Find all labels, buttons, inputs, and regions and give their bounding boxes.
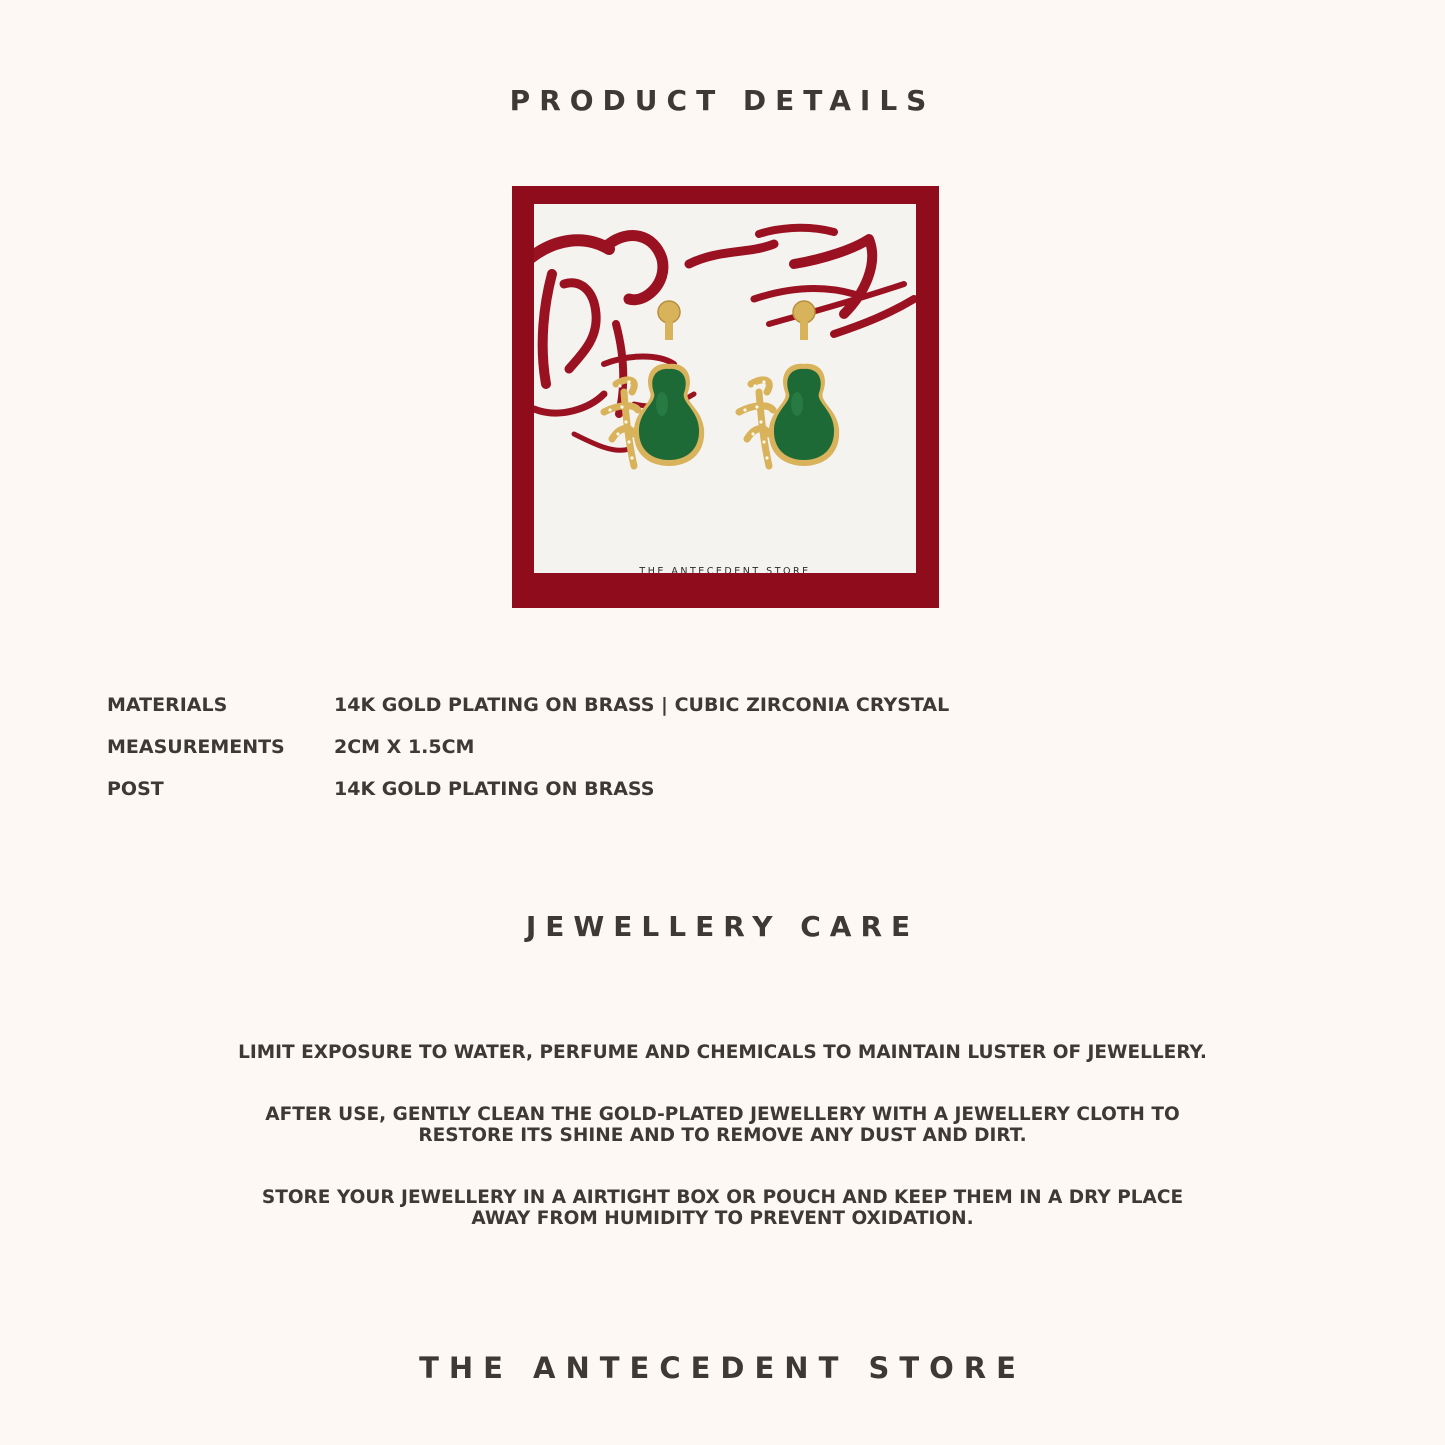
- spec-label: MATERIALS: [107, 694, 228, 716]
- spec-value: 14K GOLD PLATING ON BRASS | CUBIC ZIRCONIA CRYSTAL: [334, 694, 950, 716]
- earrings-illustration: [534, 204, 916, 573]
- product-photo: [512, 186, 939, 608]
- photo-brand-caption: THE ANTECEDENT STORE: [639, 566, 811, 573]
- care-tip: [0, 1104, 1445, 1146]
- spec-label: MEASUREMENTS: [107, 736, 285, 758]
- care-tip-line: AWAY FROM HUMIDITY TO PREVENT OXIDATION.: [471, 1208, 974, 1229]
- product-details-title: PRODUCT DETAILS: [509, 84, 936, 117]
- care-tip-line: RESTORE ITS SHINE AND TO REMOVE ANY DUST AND DIRT.: [418, 1125, 1027, 1146]
- calligraphy-brushstrokes: [534, 228, 914, 451]
- right-earring: [739, 301, 839, 466]
- spec-row-measurements: [107, 726, 949, 768]
- care-tip: [0, 1042, 1445, 1063]
- care-tip-line: STORE YOUR JEWELLERY IN A AIRTIGHT BOX OR POUCH AND KEEP THEM IN A DRY PLACE: [261, 1187, 1184, 1208]
- spec-value: 14K GOLD PLATING ON BRASS: [334, 778, 655, 800]
- jewellery-care-title: JEWELLERY CARE: [525, 910, 920, 943]
- care-tip: [0, 1187, 1445, 1229]
- care-tip-line: AFTER USE, GENTLY CLEAN THE GOLD-PLATED JEWELLERY WITH A JEWELLERY CLOTH TO: [265, 1104, 1180, 1125]
- spec-value: 2CM X 1.5CM: [334, 736, 475, 758]
- specs-table: [107, 684, 949, 810]
- spec-label: POST: [107, 778, 164, 800]
- product-photo-card: [534, 204, 916, 573]
- care-tip-line: LIMIT EXPOSURE TO WATER, PERFUME AND CHEMICALS TO MAINTAIN LUSTER OF JEWELLERY.: [238, 1042, 1207, 1063]
- spec-row-materials: [107, 684, 949, 726]
- spec-row-post: [107, 768, 949, 810]
- footer-brand: THE ANTECEDENT STORE: [419, 1351, 1026, 1385]
